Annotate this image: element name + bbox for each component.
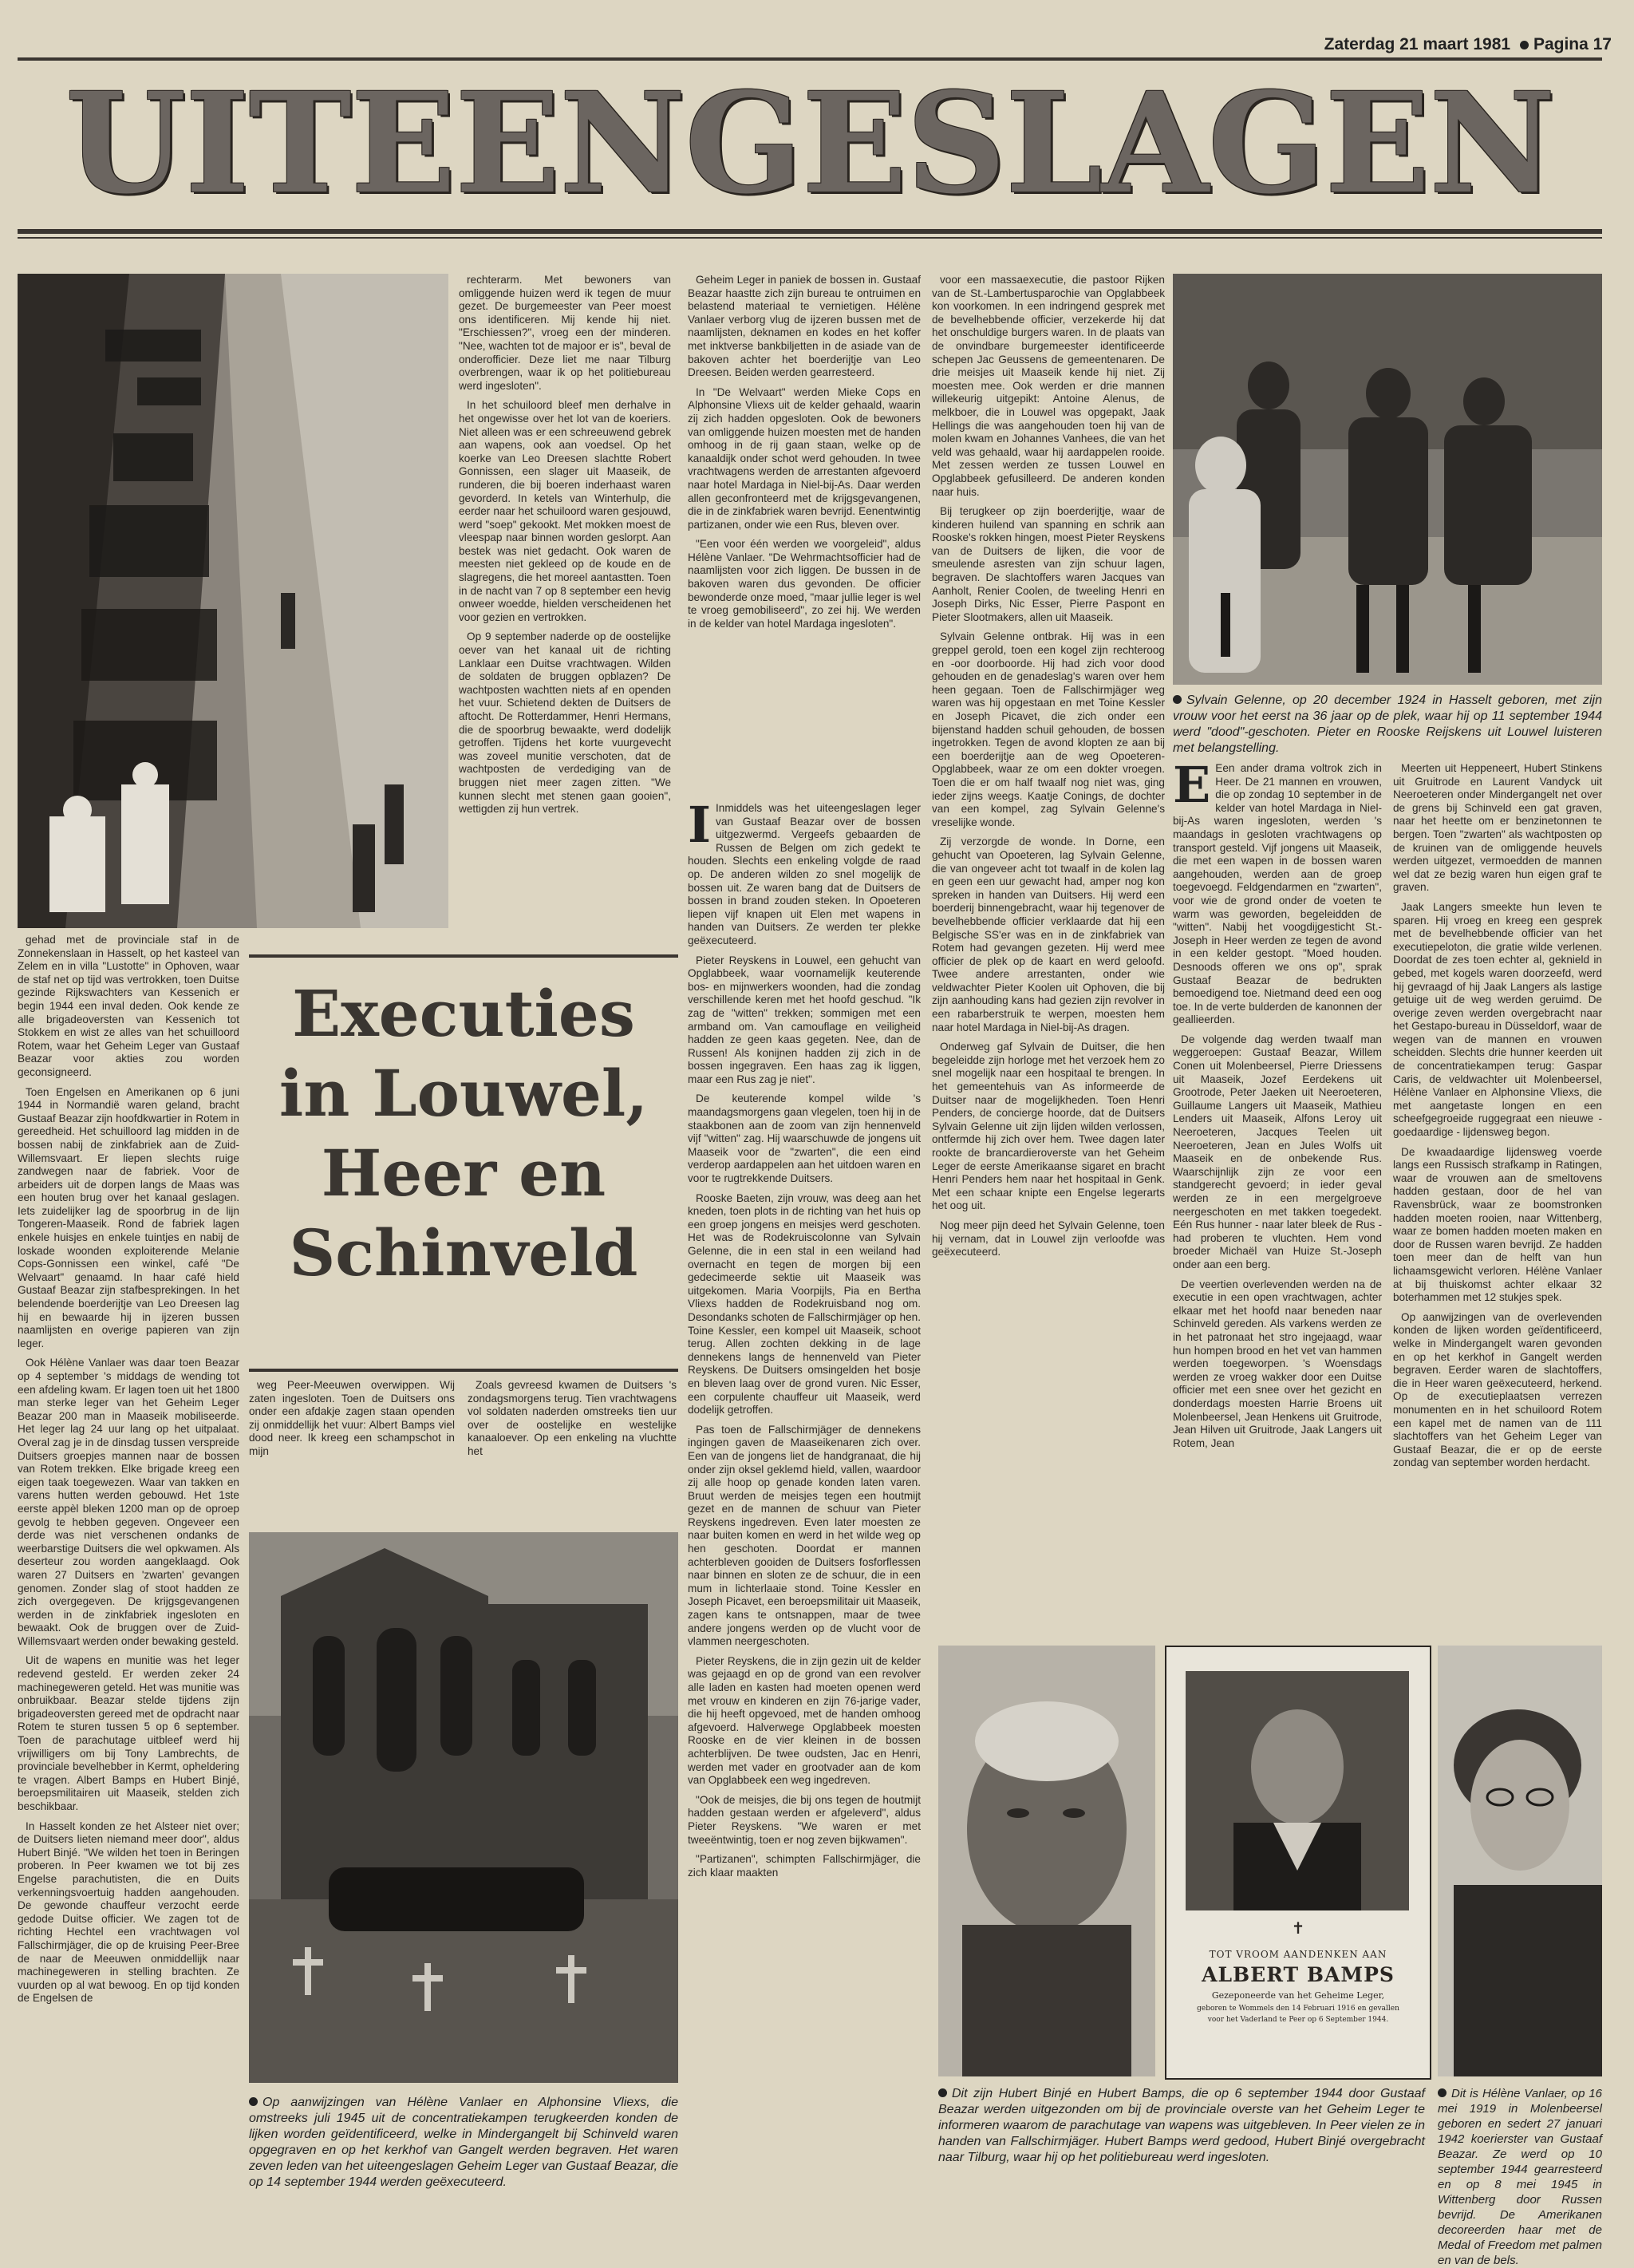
page-header <box>1213 35 1612 54</box>
paragraph: De keuterende kompel wilde 's maandagsmorgens gaan vlegelen, toen hij in de staakbonen aan de zoom van zijn hennenveld vijf "witten" zag. Hij waarschuwde de jongens uit Maaseik voor de "zwarten", die een eind verderop aardappelen aan het uitdoen waren en voor te rugtrekkende Duitsers. <box>688 1093 921 1185</box>
headline-bottom-rule <box>18 229 1602 234</box>
paragraph: Meerten uit Heppeneert, Hubert Stinkens uit Gruitrode en Laurent Vandyck uit Neeroeteren onder Mindergangelt net over de grens bij Schinveld een gat graven, naar het heette om er benzinetonnen te bergen. Toen "zwarten" als wachtposten op de kruinen van de omliggende heuvels werden uitgezet, vermoedden de mannen wel dat ze bezig waren hun eigen graf te graven. <box>1393 762 1602 894</box>
caption-bottom-photo <box>249 2095 678 2246</box>
photo-portrait-helene-vanlaer <box>1438 1646 1602 2076</box>
paragraph: "Een voor één werden we voorgeleid", aldus Hélène Vanlaer. "De Wehrmachtsofficier had de naamlijsten voor zich liggen. De bussen in de bakoven waren dus gevonden. De officier bewonderde onze moed, "maar jullie leger is wel te vroeg gemobiliseerd", zo zei hij. We werden in de kelder van hotel Mardaga ingesloten". <box>688 538 921 630</box>
paragraph: Uit de wapens en munitie was het leger redevend gesteld. Er werden zeker 24 machinegeweren geteld. Het was munitie was onbruikbaar. Beazar stelde tijdens zijn brigadeoversten gereed met de opdracht naar Rotem te sturen tussen 5 op 6 september. Toen de parachutage uitbleef werd hij vrijwilligers om bij Tony Lambrechts, de provinciale bevelhebber in Kermt, opheldering te vragen. Albert Bamps en Hubert Binjé, beroepsmilitairen uit Maaseik, stelden zich beschikbaar. <box>18 1654 239 1812</box>
caption-portraits-left <box>938 2086 1425 2246</box>
photo-funeral-procession <box>18 274 448 928</box>
article-column-1 <box>18 934 239 2242</box>
article-column-3 <box>688 274 921 792</box>
paragraph: "Ook de meisjes, die bij ons tegen de houtmijt hadden gestaan werden er afgeleverd", aldus Pieter Reyskens. "We waren er met tweeëntwintig, toen er nog zeven bijkwamen". <box>688 1793 921 1846</box>
paragraph: rechterarm. Met bewoners van omliggende huizen werd ik tegen de muur gezet. De burgemeester van Peer moest ons identificeren. Mij kende hij niet. "Erschiessen?", vroeg een der minderen. "Nee, wachten tot de majoor er is", beval de onderofficier. Deze liet me naar Tilburg overbrengen, waar ik op het politiebureau werd ingesloten". <box>459 274 671 392</box>
dropcap-letter: I <box>688 796 712 854</box>
paragraph: Op 9 september naderde op de oostelijke oever van het kanaal uit de richting Lanklaar een Duitse vrachtwagen. Wilden de soldaten de bruggen opblazen? De wachtposten wachtten niets af en openden het vuur. Schietend dekten de Duitsers de aftocht. De Rotterdammer, Henri Hermans, die de spoorbrug bewaakte, werd dodelijk getroffen. Tijdens het korte vuurgevecht was zoveel munitie verschoten, dat de wachtposten de verdediging van de bruggen niet meer zagen zitten. "We kunnen slecht met stenen gaan gooien", wettigden zij hun vertrek. <box>459 630 671 816</box>
caption-text: Dit is Hélène Vanlaer, op 16 mei 1919 in Molenbeersel geboren en sedert 27 januari 1942 koerierster van Gustaaf Beazar. Ze werd op 10 september 1944 gearresteerd en op 8 mei 1945 in Wittenberg door Russen bevrijd. De Amerikanen decoreerden haar met de Medal of Freedom met palmen en van de bels. <box>1438 2087 1602 2267</box>
paragraph: gehad met de provinciale staf in de Zonnekenslaan in Hasselt, op het kasteel van Zelem en in villa "Lustotte" in Ophoven, waar de staf net op tijd was vertrokken, toen Duitse gezinde Rijkswachters van Kessenich er begin 1944 een inval deden. Ook kende ze alle brigadeoversten van Kessenich tot Stokkem en wist ze alles van het schuilloord Rotem, waar het Geheim Leger van Gustaaf Beazar voor akties zou worden geconsigneerd. <box>18 934 239 1078</box>
subheadline-top-rule <box>249 954 678 958</box>
paragraph: voor een massaexecutie, die pastoor Rijken van de St.-Lambertusparochie van Opglabbeek kon voorkomen. In een indringend gesprek met de bevelhebbende officier, verzekerde hij dat het onschuldige burgers waren. In de plaats van de onvindbare burgemeester identificeerde schepen Jac Geussens de gemeentenaren. De drie meisjes uit Maaseik kende hij niet. Zij moesten mee. Ook werden er drie mannen willekeurig uitgepikt: Antoine Alenus, de melkboer, die in Louwel was opgepakt, Jaak Hellings die was aangehouden toen hij van de molen kwam en Johannes Vanhees, die van het veld was gehaald, waar hij aardappelen rooide. Met zessen werden ze tussen Louwel en Opglabbeek gefusilleerd. De anderen konden naar huis. <box>932 274 1165 498</box>
bullet-icon <box>249 2097 258 2106</box>
article-column-2 <box>459 274 671 936</box>
page-headline: UITEENGESLAGEN <box>65 62 1555 224</box>
paragraph: Op aanwijzingen van de overlevenden konden de lijken worden geïdentificeerd, welke in Mindergangelt waren gevonden en op het kerkhof in Gangelt werden begraven. Eerder waren de slachtoffers, die in Heer waren geëxecuteerd, herkend. Op de executieplaatsen verrezen monumenten en in het schuiloord Rotem een kapel met de namen van de 111 slachtoffers van het Geheim Leger van Gustaaf Beazar, die er op de eerste zondag van september worden herdacht. <box>1393 1310 1602 1469</box>
bullet-icon <box>1438 2088 1447 2097</box>
photo-cemetery-gangelt <box>249 1532 678 2083</box>
article-column-5 <box>1173 756 1382 1632</box>
paragraph: Sylvain Gelenne ontbrak. Hij was in een greppel gerold, toen een kogel zijn rechteroog en -oor doorboorde. Hij had zich voor dood gehouden en de genadeslag's waren over hem heen gegaan. Toen de Fallschirmjäger weg waren was hij opgestaan en met Toine Kessler en Joseph Picavet, die zich onder een bijenstand hadden schuil gehouden, de bossen ingetrokken. Tegen de avond klopten ze aan bij een boerderijtje aan de weg Opoeteren-Opglabbeek, waar ze om een dokter vroegen. Toen die er om half twaalf nog niet was, ging ieder zijns weegs. Kaatje Conings, de dochter van een kompel, zag Sylvain Gelenne's vreselijke wonde. <box>932 630 1165 828</box>
subheadline-bottom-rule <box>249 1369 678 1372</box>
paragraph: Rooske Baeten, zijn vrouw, was deeg aan het kneden, toen plots in de richting van het huis op een groep jongens en meisjes werd geschoten. Het was de Rodekruiscolonne van Sylvain Gelenne, die in een stal in een weiland had overnacht en tegen de morgen bij een gedecimeerde sektie uit Maaseik was uitgekomen. Maria Voorpijls, Pia en Bertha Vliexs hadden de Rodekruisband nog om. Desondanks schoten de Fallschirmjäger op hen. Toine Kessler, een kompel uit Maaseik, schoot terug. Allen zochten dekking in de lage dennekens langs de hennenveld van Pieter Reyskens. De Duitsers omsingelden het bosje en bleven laag over de grond vuren. Nic Esser, een corpulente chauffeur uit Maaseik, werd dodelijk getroffen. <box>688 1191 921 1417</box>
memorial-line-1: TOT VROOM AANDENKEN AAN <box>1209 1949 1387 1960</box>
paragraph: In Hasselt konden ze het Alsteer niet over; de Duitsers lieten niemand meer door", aldus Hubert Binjé. "We wilden het toen in Beringen proberen. In Peer kwamen we tot bij zes Engelse parachutisten, die en Duits verkenningsvoertuig hadden aangehouden. De gewonde chauffeur verzocht eerde gedode Duitse officier. We zagen tot de richting Hechtel een vrachtwagen vol Fallschirmjäger, die op de kruising Peer-Bree de naar de Meeuwen onmiddellijk naar machinegeweren in stelling brachten. Ze vuurden op al wat bewoog. En op tijd konden de Engelsen de <box>18 1820 239 2005</box>
paragraph: De volgende dag werden twaalf man weggeroepen: Gustaaf Beazar, Willem Conen uit Molenbeersel, Pierre Driessens uit Maaseik, Jozef Eerdekens uit Grootrode, Peter Jaeken uit Neeroeteren, Guillaume Langers uit Maaseik, Mathieu Lenders uit Maaseik, Alfons Leroy uit Neeroeteren, Jacques Teelen uit Neeroeteren, Jean en Jules Wolfs uit Maaseik en de onbekende Rus. Waarschijnlijk zijn ze voor een standgerecht gevoerd; in ieder geval werden ze in een mergelgroeve neergeschoten en met takken toegedekt. Eén Rus hunner - naar later bleek de Rus - had proberen te vluchten. Hem vond broeder Michaël van Huize St.-Joseph onder aan een berg. <box>1173 1033 1382 1270</box>
paragraph: Pas toen de Fallschirmjäger de dennekens ingingen gaven de Maaseikenaren zich over. Een van de jongens liet de handgranaat, die hij onder zijn oksel geklemd hield, vallen, waardoor zij alle hoop op genade konden laten varen. Bruut werden de meisjes tegen een houtmijt gezet en de mannen de schuur van Pieter Reyskens ingedreven. Even later moesten ze naar buiten komen en werd in het wilde weg op hen geschoten. Doordat er mannen achterbleven gooiden de Duitsers fosforflessen naar binnen en sloten ze de schuur, die in een mum in lichterlaaie stond. Toine Kessler en Joseph Picavet, een beroepsmilitair uit Maaseik, zagen kans te ontsnappen, maar de twee andere jongens werden op de vlucht voor de vlammen neergeschoten. <box>688 1423 921 1648</box>
bullet-icon <box>1520 41 1529 49</box>
bullet-icon <box>1173 695 1182 704</box>
paragraph: Toen Engelsen en Amerikanen op 6 juni 1944 in Normandië waren geland, bracht Gustaaf Beazar zijn hoofdkwartier in Rotem in gereedheid. Het schuilloord lag midden in de bossen nabij de zinkfabriek aan de Zuid-Willemsvaart. Er liepen slechts ruige zandwegen naar de fabriek. Voor de arbeiders uit de dorpen langs de Maas was een houten brug over het kanaal geslagen. Iets zuidelijker lag de spoorbrug in de lijn Tongeren-Maaseik. Rond de fabriek lagen enkele huisjes en enkele tuintjes en nabij de loskade woonden exploiterende Melanie Cops-Gonnissen een winkel, café "De Welvaart" genaamd. In haar café hield Gustaaf Beazar zijn stafbesprekingen. In het belendende boerderijtje van Leo Dreesen lag hij en bewaarde hij in ijzeren bussen naamlijsten en overige papieren van zijn leger. <box>18 1085 239 1349</box>
cross-icon: ✝ <box>1291 1920 1305 1938</box>
memorial-line-3: Gezeponeerde van het Geheime Leger, <box>1211 1990 1385 2001</box>
photo-portrait-hubert-binje <box>938 1646 1155 2076</box>
paragraph: Geheim Leger in paniek de bossen in. Gustaaf Beazar haastte zich zijn bureau te ontruimen en belastend materiaal te vernietigen. Hélène Vanlaer verborg vlug de ijzeren bussen met de naamlijsten, deknamen en kodes en het koffer met inktverse bankbiljetten in de asiade van de bakoven achter het boerderijtje van Leo Dreesen. Beiden werden gearresteerd. <box>688 274 921 379</box>
caption-text: Op aanwijzingen van Hélène Vanlaer en Alphonsine Vliexs, die omstreeks juli 1945 uit de concentratiekampen terugkeerden konden de lijken worden geïdentificeerd, welke in Mindergangelt bij Schinveld waren opgegraven en op het kerkhof van Gangelt werden begraven. Het waren zeven leden van het uiteengeslagen Geheim Leger van Gustaaf Beazar, die op 14 september 1944 werden geëxecuteerd. <box>249 2096 678 2189</box>
subheadline: Executies in Louwel, Heer en Schinveld <box>278 976 649 1290</box>
paragraph: Zij verzorgde de wonde. In Dorne, een gehucht van Opoeteren, lag Sylvain Gelenne, die van ongeveer acht tot twaalf in de kolen lag en geen een uur gewacht had, amper nog kon spreken in handen van Duitsers. Hij werd een boerderij binnengebracht, waar hij tegenover de bevelhebbende officier verklaarde dat hij een Belgische SS'er was en in de zinkfabriek van Rotem had gevangen gezeten. Hij werd mee officier de plek op de kaart en werd geloofd. Twee andere arrestanten, onder wie veldwachter Pieter Koolen uit Ophoven, die bij zijn aanhouding kans had gezien zijn revolver in een rabarberstruik te werpen, moesten hem naar hotel Mardaga in Niel-bij-As dragen. <box>932 836 1165 1033</box>
paragraph: Nog meer pijn deed het Sylvain Gelenne, toen hij vernam, dat in Louwel zijn verloofde was geëxecuteerd. <box>932 1219 1165 1258</box>
paragraph: Zoals gevreesd kwamen de Duitsers 's zondagsmorgens terug. Tien vrachtwagens vol soldaten naderden omstreeks tien uur over de oostelijke en westelijke kanaaloever. Op een enkeling na vluchtte het <box>468 1379 677 1457</box>
paragraph: De kwaadaardige lijdensweg voerde langs een Russisch strafkamp in Ratingen, waar de vrouwen aan de smeltovens hadden gestaan, door de hel van Ravensbrück, waar ze boomstronken hadden moeten rooien, naar Wittenberg, waar ze bomen hadden moeten maken en door de Russen waren bevrijd. Ze hadden toen meer dan de helft van hun lichaamsgewicht verloren. Hélène Vanlaer at bij thuiskomst achter elkaar 32 boterhammen met 12 stukjes spek. <box>1393 1145 1602 1304</box>
memorial-card-albert-bamps <box>1165 1646 1431 2080</box>
bullet-icon <box>938 2088 947 2097</box>
caption-text: Sylvain Gelenne, op 20 december 1924 in Hasselt geboren, met zijn vrouw voor het eerst na 36 jaar op de plek, waar hij op 11 september 1944 werd "dood"-geschoten. Pieter en Rooske Reijskens uit Louwel luisteren met belangstelling. <box>1173 693 1602 755</box>
caption-top-right-photo <box>1173 693 1602 755</box>
caption-text: Dit zijn Hubert Binjé en Hubert Bamps, die op 6 september 1944 door Gustaaf Beazar werden uitgezonden om bij de provinciale overste van het Geheim Leger te informeren waarom de parachutage van wapens was uitgebleven. In Peer vielen ze in handen van Fallschirmjäger. Hubert Bamps werd gedood, Hubert Binjé overgebracht naar Tilburg, waar hij op het politiebureau werd ingesloten. <box>938 2087 1425 2164</box>
memorial-line-4: geboren te Wommels den 14 Februari 1916 en gevallen <box>1197 2005 1399 2013</box>
paragraph: In het schuiloord bleef men derhalve in het ongewisse over het lot van de koeriers. Niet alleen was er een schreeuwend gebrek aan wapens, ook aan voedsel. Op het koerke van Leo Dreesen slachtte Robert Gonnissen, een slager uit Maaseik, de runderen, die bij boeren inderhaast waren gevorderd. In ketels van Winterhulp, die eerder naar het schuiloord waren gesjouwd, werd "soep" gekookt. Met mokken moest de vleespap naar binnen worden geslorpt. Aan bestek was niet gedacht. Ook waren de meesten niet gekleed op de koude en de slagregens, die het moreel aantastten. Toen in de nacht van 7 op 8 september een hevig onweer woedde, hielden verscheidenen het voor gezien en vertrokken. <box>459 399 671 623</box>
paragraph: Jaak Langers smeekte hun leven te sparen. Hij vroeg en kreeg een gesprek met de bevelhebbende officier van het executiepeloton, die gratie wilde verlenen. Doordat de zes toen echter al, geknield in gebed, met kogels waren doorzeefd, werd hij gevraagd of hij Jaak Langers als lastige getuige uit de weg werden geruimd. De overige zeven werden overgebracht naar het Gestapo-bureau in Düsseldorf, waar de wegen van de mannen en vrouwen scheidden. Slechts drie hunner keerden uit de concentratiekampen terug: Gaspar Caris, de veldwachter uit Molenbeersel, Hélène Vanlaer en Alphonsine Vliexs, die met aangetaste longen en een scheefgegroeide ruggegraat een nieuwe - goedaardige - lijdensweg begon. <box>1393 900 1602 1139</box>
paragraph: In "De Welvaart" werden Mieke Cops en Alphonsine Vliexs uit de kelder gehaald, waarin zij zich hadden opgesloten. Ook de bewoners van omliggende huizen moesten met de handen omhoog in de rij gaan staan, welke op de kanaaldijk onder schot werd gehouden. In twee vrachtwagens werden de arrestanten afgevoerd naar hotel Mardaga in Niel-bij-As. Daar werden allen geconfronteerd met de krijgsgevangenen, die in de zinkfabriek waren bevrijd. Eenentwintig partizanen, onder wie een Rus, bleven over. <box>688 385 921 531</box>
paragraph: "Partizanen", schimpten Fallschirmjäger, die zich klaar maakten <box>688 1853 921 1879</box>
header-date: Zaterdag 21 maart 1981 <box>1324 35 1511 53</box>
paragraph-dropcap <box>688 796 921 948</box>
header-top-rule <box>18 57 1602 61</box>
memorial-line-5: voor het Vaderland te Peer op 6 September 1944. <box>1207 2016 1389 2024</box>
paragraph: Onderweg gaf Sylvain de Duitser, die hen begeleidde zijn horloge met het verzoek hem zo snel mogelijk naar een hospitaal te brengen. In het gemeentehuis van As informeerde de Duitser naar de mogelijkheden. Toen Henri Penders, de concierge hoorde, dat de Duitsers Sylvain Gelenne uit zijn lijden wilden verlossen, ontfermde hij zich over hem. Twee dagen later rookte de brancardieroverste van het Geheim Leger de eerste Amerikaanse sigaret en bracht Henri Penders hem naar het hospitaal in Genk. Met een schaar knipte een Engelse legerarts het oog uit. <box>932 1041 1165 1212</box>
photo-sylvain-gelenne <box>1173 274 1602 685</box>
article-column-6 <box>1393 762 1602 1632</box>
article-column-2b <box>249 1379 455 1523</box>
paragraph-text: Een ander drama voltrok zich in Heer. De 21 mannen en vrouwen, die op zondag 10 september in de kelder van hotel Mardaga in Niel-bij-As waren ingesloten, werden 's maandags in gesloten vrachtwagens op transport gesteld. Vijf jongens uit Maaseik, die met een wapen in de bossen waren aangehouden, werden aan de groep toegevoegd. Feldgendarmen en "zwarten", voor wie de grond onder de voeten te warm was geworden, begeleidden de "witten". Nabij het voogdijgesticht St.-Joseph in Heer werden ze tegen de avond in een kelder gestopt. "Moed houden. Desnoods offeren we ons op", sprak Gustaaf Beazar de bedrukten bemoedigend toe. Nietmand deed een oog toe. In de verte bulderden de kanonnen der geallieerden. <box>1173 762 1382 1026</box>
paragraph: Bij terugkeer op zijn boerderijtje, waar de kinderen huilend van spanning en schrik aan Rooske's rokken hingen, moest Pieter Reyskens van de Duitsers de lijken, die voor de smeulende asresten van zijn schuur lagen, begraven. De slachtoffers waren Jacques van Aanholt, Renier Coolen, de tweeling Henri en Joseph Dirks, Nic Esser, Pierre Paspont en Pieter Slootmakers, allen uit Maaseik. <box>932 505 1165 623</box>
header-page: Pagina 17 <box>1533 35 1612 53</box>
paragraph-text: Inmiddels was het uiteengeslagen leger van Gustaaf Beazar over de bossen uitgezwermd. Vergeefs gebaarden de Russen de Belgen om zich gedekt te houden. Slechts een enkeling volgde de raad op. De anderen wilden zo snel mogelijk de bossen uit. Ze waren bang dat de Duitsers de bossen in brand zouden steken. In Opoeteren liepen vijf knapen uit Elen met wapens in handen van Duitsers. Ze werden ter plekke geëxecuteerd. <box>688 802 921 946</box>
paragraph: weg Peer-Meeuwen overwippen. Wij zaten ingesloten. Toen de Duitsers ons onder een afdakje zagen staan openden zij onmiddellijk het vuur: Albert Bamps viel dood neer. Ik kreeg een schampschot in mijn <box>249 1379 455 1457</box>
headline-bottom-rule-2 <box>18 237 1602 239</box>
paragraph: De veertien overlevenden werden na de executie in een open vrachtwagen, achter elkaar met het hoofd naar beneden naar Schinveld gereden. Als varkens werden ze in het patronaat het stro ingejaagd, waar hun hompen brood en het vet van hammen werden toegeworpen. 's Woensdags werden ze vroeg wakker door een Duitse officier met een snee over het gezicht en donderdags moesten Harrie Broens uit Molenbeersel, Jean Henkens uit Gruitrode, Jean Hilven uit Gruitrode, Jaak Langers uit Rotem, Jean <box>1173 1278 1382 1449</box>
paragraph: Ook Hélène Vanlaer was daar toen Beazar op 4 september 's middags de wending tot een afdeling kwam. Er lagen toen uit het 1800 man sterke leger van het Geheim Leger Beazar 200 man in Maaseik mobiliseerde. Het leger lag 24 uur lang op het uitpalaat. Overal zag je in de dinsdag tussen verspreide Duitsers groepjes mannen naar de bossen van Rotem trekken. Elke brigade kreeg een eigen taak toegewezen. Waar van takken en varens hutten werden gebouwd. Het 1ste eerste appèl bleken 1200 man op de oproep gevolg te hebben gegeven. Ongeveer een derde was niet verschenen ondanks de weerbarstige Duitsers die wel opkwamen. Als deserteur zou worden aangeklaagd. Ook waren 27 Duitsers en 'zwarten' gevangen genomen. Zonder slag of stoot hadden ze zich overgegeven. De krijgsgevangenen werden in de zinkfabriek ingesloten en bewaakt. Ook de bruggen over de Zuid-Willemsvaart werden onder bewaking gesteld. <box>18 1357 239 1647</box>
article-column-4 <box>932 274 1165 1630</box>
article-column-3c <box>688 796 921 2246</box>
portrait-albert-bamps <box>1186 1671 1409 1910</box>
dropcap-letter: E <box>1173 756 1211 814</box>
article-column-3b <box>468 1379 677 1523</box>
paragraph-dropcap <box>1173 756 1382 1027</box>
memorial-name: ALBERT BAMPS <box>1202 1963 1395 1986</box>
paragraph: Pieter Reyskens in Louwel, een gehucht van Opglabbeek, waar voornamelijk keuterende bos- en mijnwerkers woonden, had die zondag verschillende keren met het hoofd geschud. "Ik zag de "witten" trekken; sommigen met een armband om. Van camouflage en veiligheid hadden ze geen kaas gegeten. Nee, dan de Russen! Als konijnen hadden zij zich in de bossen ingegraven. Een haas zag ik liggen, maar een Rus zag je niet". <box>688 954 921 1085</box>
caption-portrait-right <box>1438 2086 1602 2267</box>
paragraph: Pieter Reyskens, die in zijn gezin uit de kelder was gejaagd en op de grond van een revolver alle laden en kasten had moeten openen werd met vrouw en kinderen en zijn 76-jarige vader, die hij heeft opgevoed, met de handen omhoog afgevoerd. Halverwege Opglabbeek moesten Rooske en de vier kleinen in de bossen achterblijven. De twee oudsten, Jac en Henri, werden met vader en grootvader aan de kom van Opglabbeek een weg ingedreven. <box>688 1654 921 1787</box>
